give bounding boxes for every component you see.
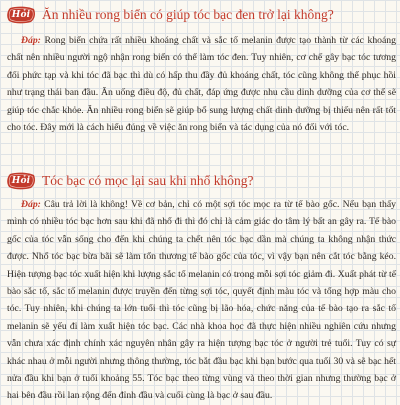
answer-paragraph-2: [7, 196, 396, 405]
question-row-2: [6, 170, 253, 192]
answer-body-2: Câu trả lời là không! Về cơ bản, chỉ có một sợi tóc mọc ra từ tế bào gốc. Nếu bạn thấy mình có nhiều tóc bạc hơn sau khi đã nhổ đi thì đó chỉ là cảm giác do tâm lý bất an gây ra. Tế bào gốc của tóc vẫn sống cho đến khi chúng ta chết nên tóc bạc dần mà chúng ta không nhận thức được. Nhổ tóc bạc bừa bãi sẽ làm tổn thương tế bào gốc của tóc, vì vậy bạn nên cắt tóc bằng kéo. Hiện tượng bạc tóc xuất hiện khi lượng sắc tố melanin có trong mỗi sợi tóc giảm đi. Xuất phát từ tế bào sắc tố, sắc tố melanin được truyền đến từng sợi tóc, quyết định màu tóc và tổng hợp màu cho tóc. Tuy nhiên, khi chúng ta lớn tuổi thì tóc cũng bị lão hóa, chức năng của tế bào tạo ra sắc tố melanin sẽ yếu đi làm xuất hiện tóc bạc. Các nhà khoa học đã thực hiện nhiều nghiên cứu nhưng vẫn chưa xác định chính xác nguyên nhân gây ra hiện tượng bạc tóc ở người trẻ tuổi. Tuy có sự khác nhau ở mỗi người nhưng thông thường, tóc bắt đầu bạc khi bạn bước qua tuổi 30 và sẽ bạc hết nửa đầu khi bạn ở tuổi khoảng 55. Tóc bạc theo từng vùng và theo thời gian nhưng thường bạc ở hai bên đầu rồi lan rộng đến đỉnh đầu và cuối cùng là bạc ở sau đầu.: [7, 199, 396, 402]
answer-lead-2: Đáp:: [21, 199, 41, 210]
question-badge: [6, 172, 36, 190]
badge-label: Hỏi: [11, 10, 31, 20]
question-title-2: Tóc bạc có mọc lại sau khi nhổ không?: [42, 173, 254, 188]
answer-paragraph-1: [7, 32, 396, 136]
question-title-1: Ăn nhiều rong biển có giúp tóc bạc đen trở lại không?: [42, 7, 334, 22]
answer-lead-1: Đáp:: [21, 35, 41, 46]
question-row-1: [6, 4, 334, 26]
badge-label: Hỏi: [11, 176, 31, 186]
question-badge: [6, 6, 36, 24]
answer-body-1: Rong biển chứa rất nhiều khoáng chất và sắc tố melanin được tạo thành từ các khoáng chất nên nhiều người ngộ nhận rong biển có thể làm tóc đen. Tuy nhiên, cơ chế gây bạc tóc tương đối phức tạp và khi tóc đã bạc thì dù có hấp thu đầy đủ khoáng chất, tóc cũng không thể phục hồi như trạng thái ban đầu. Ăn uống điều độ, đủ chất, đáp ứng được nhu cầu dinh dưỡng của cơ thể sẽ giúp tóc chắc khỏe. Ăn nhiều rong biển sẽ giúp bổ sung lượng chất dinh dưỡng bị thiếu nên rất tốt cho tóc. Đây mới là cách hiểu đúng về việc ăn rong biển và tác dụng của nó đối với tóc.: [7, 35, 396, 134]
